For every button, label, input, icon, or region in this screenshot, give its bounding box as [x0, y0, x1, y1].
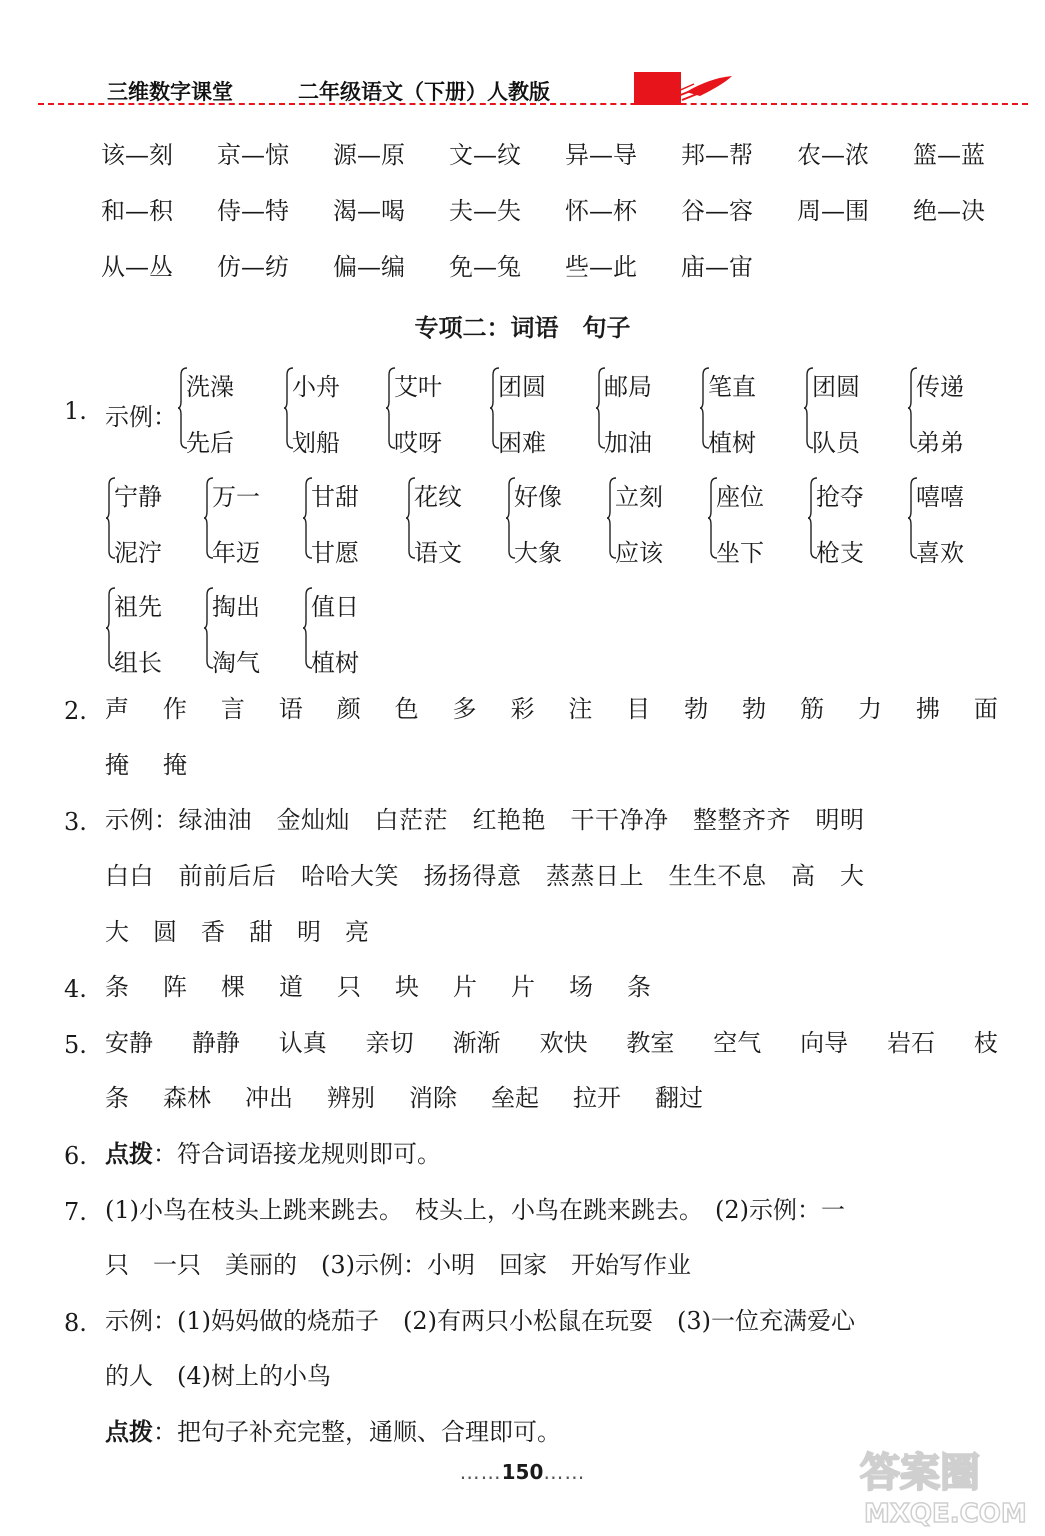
q1-label: 示例： — [105, 403, 177, 431]
word-pair-group — [106, 587, 206, 677]
answer-char: 筋 — [800, 695, 825, 723]
q1-number: 1. — [64, 397, 87, 425]
answer-char: 拂 — [915, 695, 940, 723]
answer-word: 空气 — [713, 1029, 762, 1057]
q2-line-1 — [105, 697, 998, 721]
q8-tip-line — [105, 1420, 561, 1444]
q3-line-1: 示例：绿油油 金灿灿 白茫茫 红艳艳 干干净净 整整齐齐 明明 — [105, 806, 865, 834]
q7-line-1: (1)小鸟在枝头上跳来跳去。 枝头上，小鸟在跳来跳去。 (2)示例：一 — [105, 1196, 845, 1224]
q8-number: 8. — [64, 1309, 87, 1337]
word-bottom: 年迈 — [212, 539, 260, 567]
word-bottom: 泥泞 — [114, 539, 162, 567]
answer-char: 语 — [278, 695, 303, 723]
answer-char: 言 — [220, 695, 245, 723]
measure-word: 片 — [453, 973, 477, 1001]
word-top: 座位 — [716, 483, 764, 511]
word-pair-group — [106, 477, 206, 567]
word-top: 小舟 — [292, 373, 340, 401]
measure-word: 条 — [627, 973, 651, 1001]
word-top: 花纹 — [414, 483, 462, 511]
word-top: 邮局 — [604, 373, 652, 401]
character-pair: 该—刻 — [101, 141, 173, 169]
character-pair: 夫—失 — [449, 197, 521, 225]
answer-char: 彩 — [510, 695, 535, 723]
series-title: 三维数字课堂 — [107, 80, 233, 104]
character-pair: 从—丛 — [101, 253, 173, 281]
answer-char: 作 — [162, 695, 187, 723]
q6-number: 6. — [64, 1142, 87, 1170]
word-bottom: 队员 — [812, 429, 860, 457]
answer-word: 冲出 — [245, 1084, 293, 1112]
page-dots-left: …… — [459, 1460, 502, 1484]
word-top: 祖先 — [114, 593, 162, 621]
book-title: 二年级语文（下册）人教版 — [298, 80, 550, 104]
word-pair-group — [204, 587, 304, 677]
answer-word: 条 — [105, 1084, 129, 1112]
page-number-value: 150 — [501, 1460, 544, 1484]
character-pair: 源—原 — [333, 141, 405, 169]
word-bottom: 语文 — [414, 539, 462, 567]
measure-word: 只 — [337, 973, 361, 1001]
word-pair-group — [804, 367, 904, 457]
q3-line-3: 大 圆 香 甜 明 亮 — [105, 918, 369, 946]
character-pair: 邦—帮 — [681, 141, 753, 169]
answer-word: 消除 — [409, 1084, 457, 1112]
q5-number: 5. — [64, 1031, 87, 1059]
measure-word: 场 — [569, 973, 593, 1001]
word-bottom: 大象 — [514, 539, 562, 567]
word-bottom: 枪支 — [816, 539, 864, 567]
answer-char: 声 — [105, 695, 129, 723]
answer-word: 认真 — [278, 1029, 327, 1057]
q7-number: 7. — [64, 1198, 87, 1226]
q3-number: 3. — [64, 808, 87, 836]
character-pair: 京—惊 — [217, 141, 289, 169]
answer-word: 静静 — [191, 1029, 240, 1057]
rocket-icon — [676, 72, 738, 102]
word-pair-group — [708, 477, 808, 567]
answer-word: 拉开 — [573, 1084, 621, 1112]
answer-char: 掩 — [163, 751, 187, 779]
watermark-logo — [850, 1440, 1040, 1530]
word-bottom: 哎呀 — [394, 429, 442, 457]
word-pair-group — [204, 477, 304, 567]
measure-word: 道 — [279, 973, 303, 1001]
q2-number: 2. — [64, 697, 87, 725]
measure-word: 条 — [105, 973, 129, 1001]
pair-row — [101, 255, 797, 279]
character-pair: 异—导 — [565, 141, 637, 169]
red-banner-block — [634, 72, 681, 105]
answer-char: 目 — [626, 695, 651, 723]
word-bottom: 甘愿 — [311, 539, 359, 567]
q7-line-2: 只 一只 美丽的 (3)示例：小明 回家 开始写作业 — [105, 1251, 691, 1279]
character-pair: 绝—决 — [913, 197, 985, 225]
character-pair: 文—纹 — [449, 141, 521, 169]
word-bottom: 喜欢 — [916, 539, 964, 567]
character-pair: 侍—特 — [217, 197, 289, 225]
measure-word: 片 — [511, 973, 535, 1001]
word-pair-group — [284, 367, 384, 457]
answer-word: 欢快 — [539, 1029, 588, 1057]
word-pair-group — [596, 367, 696, 457]
word-pair-group — [808, 477, 908, 567]
word-top: 嘻嘻 — [916, 483, 964, 511]
header-divider — [38, 103, 1028, 105]
word-bottom: 加油 — [604, 429, 652, 457]
word-bottom: 弟弟 — [916, 429, 964, 457]
q8-tip-text: ：把句子补充完整，通顺、合理即可。 — [153, 1418, 561, 1446]
q8-line-1: 示例：(1)妈妈做的烧茄子 (2)有两只小松鼠在玩耍 (3)一位充满爱心 — [105, 1307, 855, 1335]
answer-word: 安静 — [105, 1029, 153, 1057]
word-top: 传递 — [916, 373, 964, 401]
word-top: 甘甜 — [311, 483, 359, 511]
q8-line-2: 的人 (4)树上的小鸟 — [105, 1362, 331, 1390]
character-pair: 渴—喝 — [333, 197, 405, 225]
character-pair: 怀—杯 — [565, 197, 637, 225]
answer-char: 颜 — [336, 695, 361, 723]
word-pair-group — [908, 477, 1008, 567]
word-pair-group — [700, 367, 800, 457]
word-bottom: 坐下 — [716, 539, 764, 567]
q6-text: ：符合词语接龙规则即可。 — [153, 1140, 441, 1168]
answer-char: 注 — [568, 695, 593, 723]
q4-line — [105, 975, 685, 999]
page-dots-right: …… — [543, 1460, 586, 1484]
word-bottom: 植树 — [311, 649, 359, 677]
character-pair: 周—围 — [797, 197, 869, 225]
svg-text:答案圈: 答案圈 — [860, 1450, 980, 1496]
character-pair: 免—兔 — [449, 253, 521, 281]
answer-word: 向导 — [800, 1029, 849, 1057]
character-pair: 偏—编 — [333, 253, 405, 281]
section-title: 专项二：词语 句子 — [414, 314, 631, 342]
answer-char: 勃 — [742, 695, 767, 723]
answer-char: 力 — [857, 695, 882, 723]
word-top: 好像 — [514, 483, 562, 511]
word-top: 万一 — [212, 483, 260, 511]
word-top: 洗澡 — [186, 373, 234, 401]
character-pair: 和—积 — [101, 197, 173, 225]
answer-char: 色 — [394, 695, 419, 723]
pair-row — [101, 199, 1029, 223]
answer-word: 辨别 — [327, 1084, 375, 1112]
pair-row — [101, 143, 1029, 167]
word-pair-group — [406, 477, 506, 567]
measure-word: 阵 — [163, 973, 187, 1001]
character-pair: 仿—纺 — [217, 253, 289, 281]
answer-word: 枝 — [973, 1029, 998, 1057]
character-pair: 农—浓 — [797, 141, 869, 169]
word-bottom: 组长 — [114, 649, 162, 677]
word-top: 团圆 — [498, 373, 546, 401]
word-top: 宁静 — [114, 483, 162, 511]
answer-char: 多 — [452, 695, 477, 723]
character-pair: 些—此 — [565, 253, 637, 281]
word-pair-group — [506, 477, 606, 567]
word-pair-group — [303, 587, 403, 677]
word-pair-group — [908, 367, 1008, 457]
word-pair-group — [607, 477, 707, 567]
q2-line-2 — [105, 753, 221, 777]
character-pair: 庙—宙 — [681, 253, 753, 281]
word-top: 掏出 — [212, 593, 260, 621]
character-pair: 谷—容 — [681, 197, 753, 225]
word-top: 抢夺 — [816, 483, 864, 511]
answer-word: 教室 — [626, 1029, 675, 1057]
q6-line — [105, 1142, 441, 1166]
word-top: 值日 — [311, 593, 359, 621]
q4-number: 4. — [64, 975, 87, 1003]
word-pair-group — [303, 477, 403, 567]
measure-word: 棵 — [221, 973, 245, 1001]
word-top: 立刻 — [615, 483, 663, 511]
word-pair-group — [490, 367, 590, 457]
word-pair-group — [178, 367, 278, 457]
character-pair: 篮—蓝 — [913, 141, 985, 169]
word-bottom: 淘气 — [212, 649, 260, 677]
q5-line-2 — [105, 1086, 737, 1110]
q6-tip-label: 点拨 — [105, 1140, 153, 1168]
answer-word: 亲切 — [365, 1029, 414, 1057]
svg-text:MXQE.COM: MXQE.COM — [864, 1499, 1027, 1529]
q5-line-1 — [105, 1031, 998, 1055]
answer-word: 垒起 — [491, 1084, 539, 1112]
answer-char: 掩 — [105, 751, 129, 779]
page-header — [0, 0, 1045, 120]
word-bottom: 应该 — [615, 539, 663, 567]
word-top: 艾叶 — [394, 373, 442, 401]
q8-tip-label: 点拨 — [105, 1418, 153, 1446]
answer-word: 渐渐 — [452, 1029, 501, 1057]
word-bottom: 划船 — [292, 429, 340, 457]
answer-char: 勃 — [684, 695, 709, 723]
word-pair-group — [386, 367, 486, 457]
word-bottom: 先后 — [186, 429, 234, 457]
answer-word: 翻过 — [655, 1084, 703, 1112]
answer-char: 面 — [973, 695, 998, 723]
word-bottom: 植树 — [708, 429, 756, 457]
word-top: 笔直 — [708, 373, 756, 401]
word-bottom: 困难 — [498, 429, 546, 457]
q3-line-2: 白白 前前后后 哈哈大笑 扬扬得意 蒸蒸日上 生生不息 高 大 — [105, 862, 865, 890]
answer-word: 森林 — [163, 1084, 211, 1112]
word-top: 团圆 — [812, 373, 860, 401]
measure-word: 块 — [395, 973, 419, 1001]
answer-word: 岩石 — [887, 1029, 936, 1057]
